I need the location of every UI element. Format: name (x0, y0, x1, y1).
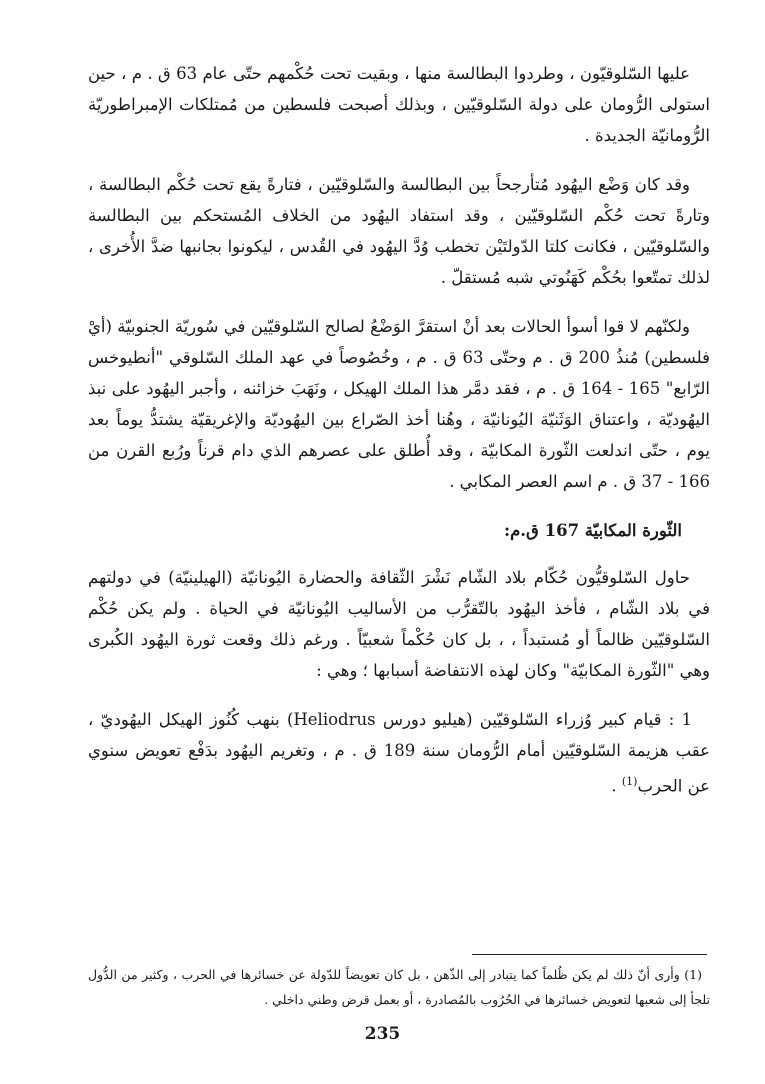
paragraph-1: عليها السّلوقيّون ، وطردوا البطالسة منها ، وبقيت تحت حُكْمهم حتّى عام 63 ق . م ، حين استولى الرُّومان على دولة السّلوقيّين ، وبذلك أصبحت فلسطين من مُمتلكات الإمبراطوريّة الرُّومانيّة الجديدة . (88, 64, 710, 145)
paragraph-2: وقد كان وَضْع اليهُود مُتأرجحاً بين البطالسة والسّلوقيّين ، فتارةً يقع تحت حُكْم البطالسة ، وتارةً تحت حُكْم السّلوقيّين ، وقد استفاد اليهُود من الخلاف المُستحكم بين البطالسة والسّلوقيّين ، فكانت كلتا الدّولتَيْن تخطب وُدَّ اليهُود في القُدس ، ليكونوا بجانبها ضدَّ الأُخرى ، لذلك تمتّعوا بحُكْم كَهَنُوتي شبه مُستقلّ . (88, 175, 710, 287)
footnote-marker: (1) (621, 775, 638, 788)
paragraph-4: حاول السّلوقيُّون حُكّام بلاد الشّام نَشْرَ الثّقافة والحضارة اليُونانيّة (الهيلينيّة) في دولتهم في بلاد الشّام ، فأخذ اليهُود بالتّقرُّب من الأساليب اليُونانيّة في الحياة . ولم يكن حُكْم السّلوقيّين ظالماً أو مُستبداً ، ، بل كان حُكْماً شعبيّاً . ورغم ذلك وقعت ثورة اليهُود الكُبرى وهي "الثّورة المكابيّة" وكان لهذه الانتفاضة أسبابها ؛ وهي : (88, 568, 710, 680)
paragraph-5 (88, 704, 710, 802)
footnote (88, 962, 710, 1012)
paragraph-5-end: . (611, 776, 622, 796)
footnote-text: (1) وأرى أنّ ذلك لم يكن ظُلماً كما يتبادر إلى الذّهن ، بل كان تعويضاً للدّولة عن خسائرها في الحرب ، وكثير من الدُّول تلجأ إلى شعبها لتعويض خسائرها في الحُرُوب بالمُصادرة ، أو بعمل قرض وطني داخلي . (88, 967, 710, 1007)
main-text (88, 58, 710, 820)
footnote-separator (472, 954, 707, 955)
section-heading: الثّورة المكابيّة 167 ق.م: (504, 521, 682, 540)
paragraph-5-text: 1 : قيام كبير وُزراء السّلوقيّين (هيليو دورس Heliodrus) بنهب كُنُوز الهيكل اليهُوديّ ، عقب هزيمة السّلوقيّين أمام الرُّومان سنة 189 ق . م ، وتغريم اليهُود بدَفْع تعويض سنوي عن الحرب (88, 710, 710, 796)
page-number: 235 (364, 1024, 401, 1044)
paragraph-3: ولكنّهم لا قوا أسوأ الحالات بعد أنْ استقرَّ الوَضْعُ لصالح السّلوقيّين في سُوريّة الجنوبيّة (أيْ فلسطين) مُنذُ 200 ق . م وحتّى 63 ق . م ، وخُصُوصاً في عهد الملك السّلوقي "أنطيوخس الرّابع" 165 - 164 ق . م ، فقد دمَّر هذا الملك الهيكل ، ونَهَبَ خزائنه ، وأجبر اليهُود على نبذ اليهُوديّة ، واعتناق الوَثَنيّة اليُونانيّة ، وهُنا أخذ الصّراع بين اليهُوديّة والإغريقيّة يشتدُّ يوماً بعد يوم ، حتّى اندلعت الثّورة المكابيّة ، وقد أُطلق على عصرهم الذي دام قرناً ورُبع القرن من 166 - 37 ق . م اسم العصر المكابي . (88, 317, 711, 491)
